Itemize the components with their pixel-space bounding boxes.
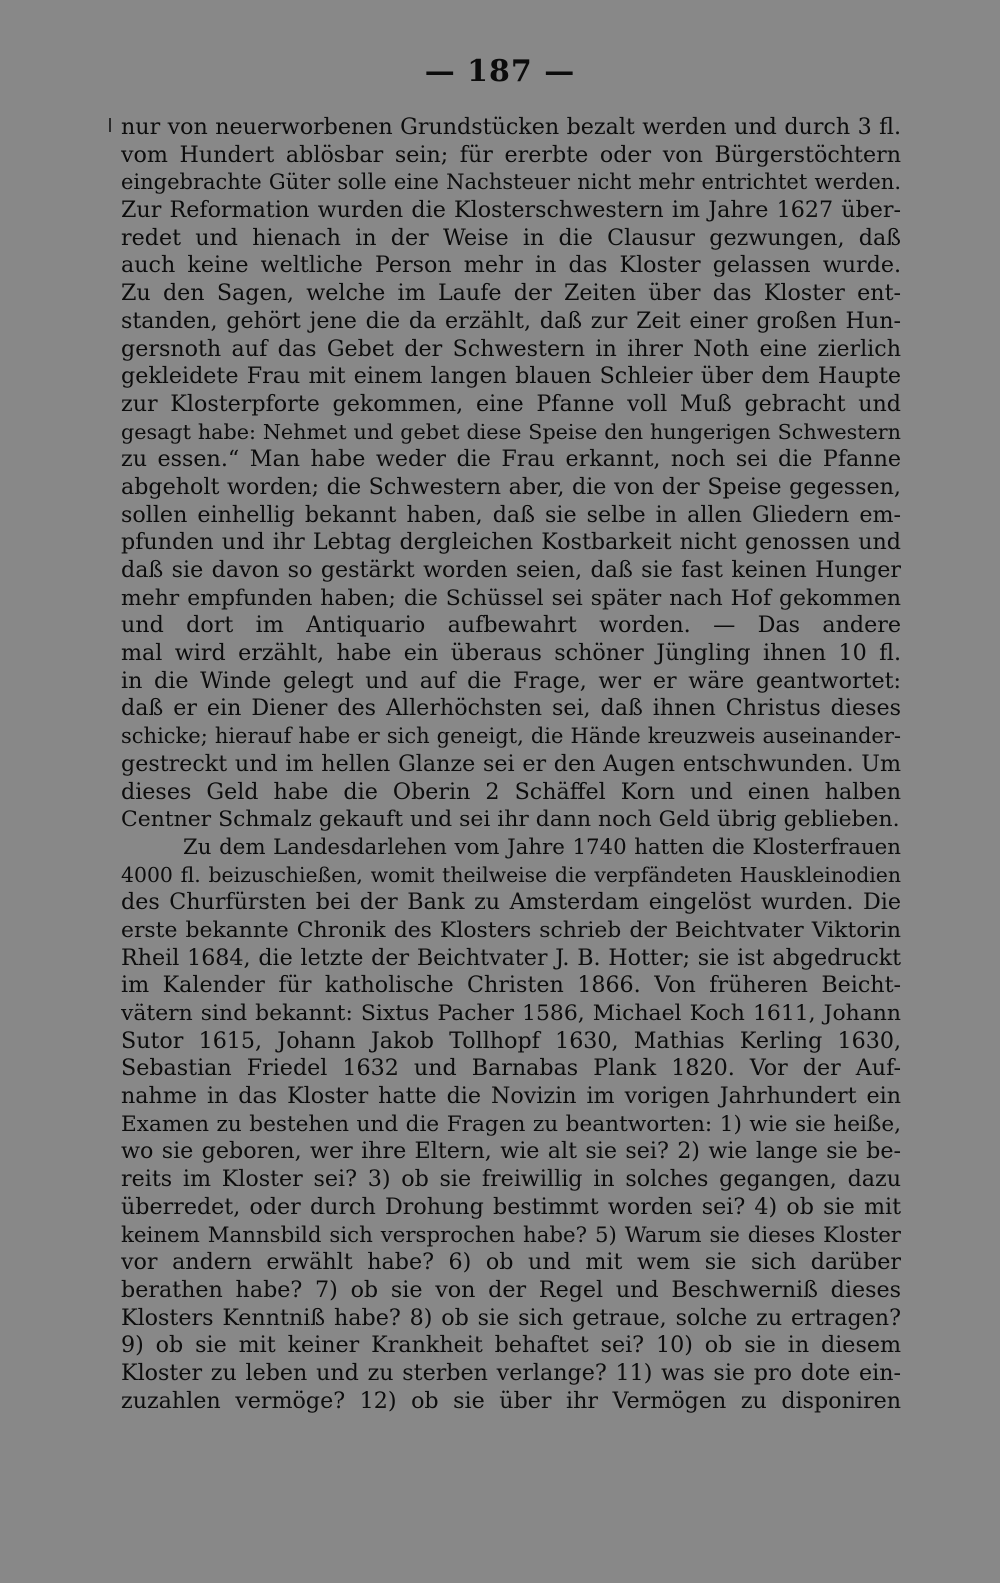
text-line: im Kalender für katholische Christen 1866. Von früheren Beicht- [121, 972, 901, 999]
text-line: gesagt habe: Nehmet und gebet diese Speise den hungerigen Schwestern [121, 419, 901, 444]
text-line: des Churfürsten bei der Bank zu Amsterdam eingelöst wurden. Die [121, 889, 901, 916]
text-line: gekleidete Frau mit einem langen blauen Schleier über dem Haupte [121, 363, 901, 390]
text-line: Zu den Sagen, welche im Laufe der Zeiten über das Kloster ent- [121, 280, 901, 307]
text-line: Centner Schmalz gekauft und sei ihr dann noch Geld übrig geblieben. [121, 807, 900, 833]
text-line: 4000 fl. beizuschießen, womit theilweise die verpfändeten Hauskleinodien [121, 862, 901, 887]
page-number: — 187 — [424, 54, 576, 89]
text-line: schicke; hierauf habe er sich geneigt, die Hände kreuzweis auseinander- [121, 724, 901, 749]
text-line: 9) ob sie mit keiner Krankheit behaftet sei? 10) ob sie in diesem [121, 1332, 901, 1359]
text-line: Zur Reformation wurden die Klosterschwestern im Jahre 1627 über- [121, 197, 901, 224]
text-line: gestreckt und im hellen Glanze sei er den Augen entschwunden. Um [121, 750, 901, 777]
text-line: und dort im Antiquario aufbewahrt worden. — Das andere [121, 612, 901, 639]
text-line: eingebrachte Güter solle eine Nachsteuer nicht mehr entrichtet werden. [121, 170, 901, 195]
text-line: nahme in das Kloster hatte die Novizin im vorigen Jahrhundert ein [121, 1083, 901, 1110]
text-line: Sutor 1615, Johann Jakob Tollhopf 1630, Mathias Kerling 1630, [121, 1027, 901, 1054]
text-line: Sebastian Friedel 1632 und Barnabas Plank 1820. Vor der Auf- [121, 1055, 901, 1082]
text-line: reits im Kloster sei? 3) ob sie freiwillig in solches gegangen, dazu [121, 1166, 901, 1193]
text-line: Klosters Kenntniß habe? 8) ob sie sich getraue, solche zu ertragen? [121, 1304, 901, 1331]
text-line: Examen zu bestehen und die Fragen zu beantworten: 1) wie sie heiße, [121, 1111, 901, 1137]
text-line: mal wird erzählt, habe ein überaus schöner Jüngling ihnen 10 fl. [121, 640, 901, 667]
text-line: in die Winde gelegt und auf die Frage, wer er wäre geantwortet: [121, 667, 901, 694]
margin-mark [109, 118, 111, 132]
text-line: daß er ein Diener des Allerhöchsten sei, daß ihnen Christus dieses [121, 695, 901, 722]
text-line: nur von neuerworbenen Grundstücken bezalt werden und durch 3 fl. [121, 114, 901, 140]
text-line: Kloster zu leben und zu sterben verlange? 11) was sie pro dote ein- [121, 1359, 901, 1386]
text-line: sollen einhellig bekannt haben, daß sie selbe in allen Gliedern em- [121, 501, 901, 528]
text-line: vom Hundert ablösbar sein; für ererbte oder von Bürgerstöchtern [121, 141, 901, 168]
text-line: Rheil 1684, die letzte der Beichtvater J. B. Hotter; sie ist abgedruckt [121, 944, 901, 971]
text-line: dieses Geld habe die Oberin 2 Schäffel Korn und einen halben [121, 778, 901, 805]
text-line: auch keine weltliche Person mehr in das Kloster gelassen wurde. [121, 252, 901, 279]
text-line: erste bekannte Chronik des Klosters schrieb der Beichtvater Viktorin [121, 917, 901, 943]
text-line: gersnoth auf das Gebet der Schwestern in ihrer Noth eine zierlich [121, 335, 901, 362]
text-line: wo sie geboren, wer ihre Eltern, wie alt sie sei? 2) wie lange sie be- [121, 1138, 901, 1165]
body-text [121, 114, 901, 1415]
text-line: keinem Mannsbild sich versprochen habe? 5) Warum sie dieses Kloster [121, 1222, 901, 1248]
text-line: zuzahlen vermöge? 12) ob sie über ihr Vermögen zu disponiren [121, 1387, 901, 1414]
text-line: vätern sind bekannt: Sixtus Pacher 1586, Michael Koch 1611, Johann [121, 1001, 901, 1026]
text-line: mehr empfunden haben; die Schüssel sei später nach Hof gekommen [121, 585, 901, 611]
text-line: standen, gehört jene die da erzählt, daß zur Zeit einer großen Hun- [121, 307, 901, 334]
text-line: Zu dem Landesdarlehen vom Jahre 1740 hatten die Klosterfrauen [183, 834, 901, 860]
text-line: überredet, oder durch Drohung bestimmt worden sei? 4) ob sie mit [121, 1193, 901, 1220]
text-line: redet und hienach in der Weise in die Clausur gezwungen, daß [121, 224, 901, 251]
text-line: vor andern erwählt habe? 6) ob und mit wem sie sich darüber [121, 1249, 901, 1276]
text-line: zu essen.“ Man habe weder die Frau erkannt, noch sei die Pfanne [121, 446, 901, 473]
text-line: zur Klosterpforte gekommen, eine Pfanne voll Muß gebracht und [121, 390, 901, 417]
text-line: abgeholt worden; die Schwestern aber, die von der Speise gegessen, [121, 473, 901, 500]
text-line: berathen habe? 7) ob sie von der Regel und Beschwerniß dieses [121, 1276, 901, 1303]
text-line: pfunden und ihr Lebtag dergleichen Kostbarkeit nicht genossen und [121, 529, 901, 556]
text-line: daß sie davon so gestärkt worden seien, daß sie fast keinen Hunger [121, 557, 901, 583]
